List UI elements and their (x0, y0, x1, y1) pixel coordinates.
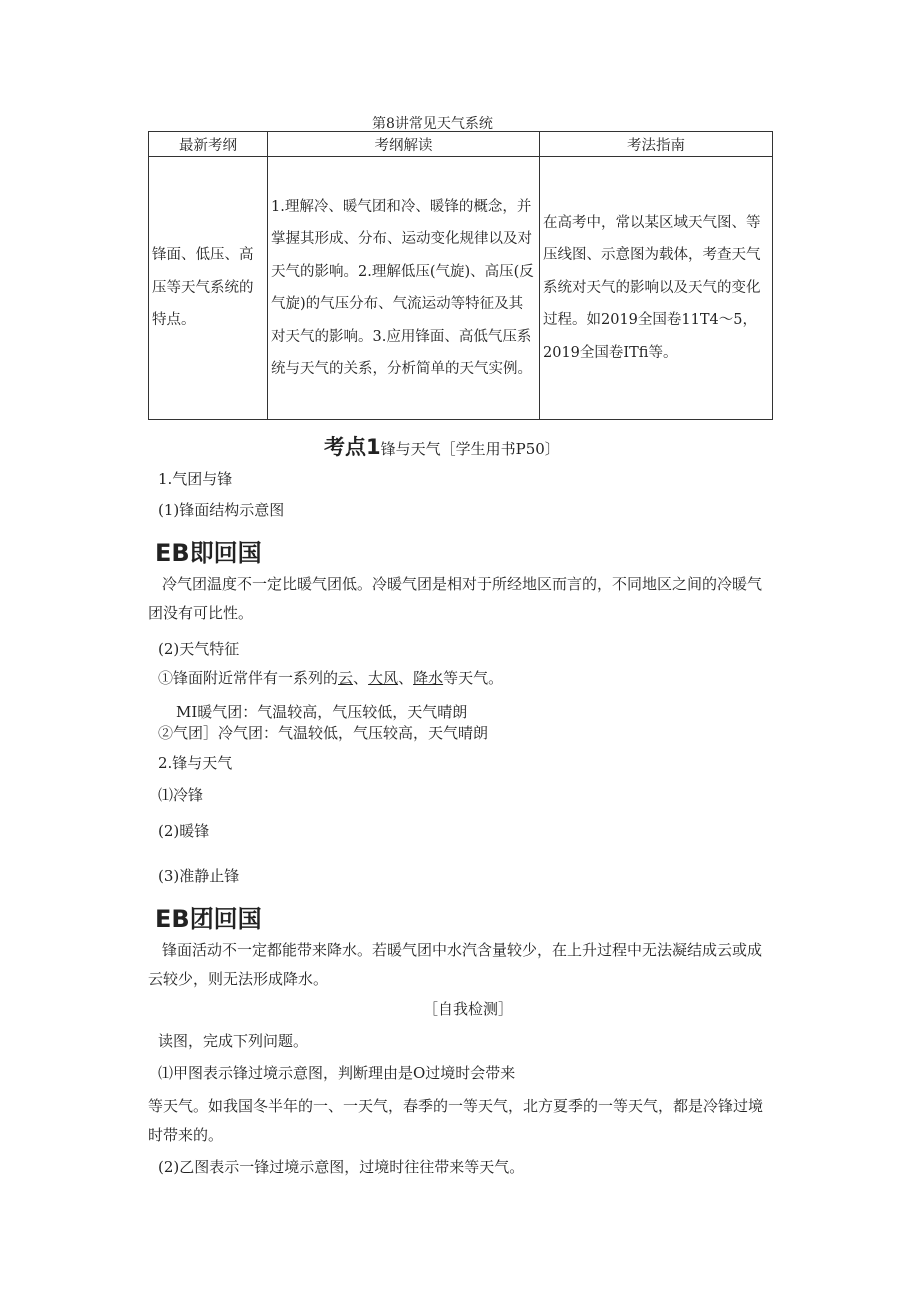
section-heading-big: 考点1 (324, 435, 381, 459)
cold-airmass-line: ②气团］冷气团：气温较低，气压较高，天气晴朗 (158, 724, 489, 742)
cell-requirement: 锋面、低压、高压等天气系统的特点。 (149, 157, 268, 420)
weather-wind: 大风 (368, 669, 399, 687)
item-2: 2.锋与天气 (158, 754, 233, 772)
table-row (149, 157, 773, 420)
cell-guide: 在高考中，常以某区域天气图、等压线图、示意图为载体，考查天气系统对天气的影响以及天气的变化过程。如2019全国卷11T4～5，2019全国卷ITfi等。 (540, 157, 773, 420)
question-1-line-2: 等天气。如我国冬半年的一、一天气，春季的一等天气，北方夏季的一等天气，都是冷锋过境时带来的。 (148, 1097, 764, 1144)
warm-airmass-line: MI暖气团：气温较高，气压较低，天气晴朗 (176, 703, 468, 721)
question-2: (2)乙图表示一锋过境示意图，过境时往往带来等天气。 (158, 1158, 525, 1176)
section-heading (324, 431, 560, 461)
note-1: 冷气团温度不一定比暖气团低。冷暖气团是相对于所经地区而言的，不同地区之间的冷暖气团没有可比性。 (148, 575, 763, 622)
item-2-2: (2)暖锋 (158, 822, 210, 840)
weather-rain: 降水 (413, 669, 444, 687)
item-2-1: ⑴冷锋 (158, 786, 204, 804)
self-check-heading: ［自我检测］ (423, 1000, 514, 1018)
item-2-3: (3)准静止锋 (158, 867, 240, 885)
weather-sep-2: 、 (398, 669, 414, 687)
header-requirement: 最新考纲 (149, 132, 268, 157)
table-header-row (149, 132, 773, 157)
question-1-line-1: ⑴甲图表示锋过境示意图，判断理由是O过境时会带来 (158, 1064, 516, 1082)
weather-cloud: 云 (338, 669, 354, 687)
weather-sep-1: 、 (353, 669, 369, 687)
item-1-1: (1)锋面结构示意图 (158, 501, 285, 519)
header-guide: 考法指南 (540, 132, 773, 157)
page-title: 第8讲常见天气系统 (372, 116, 493, 132)
outline-table (148, 131, 773, 420)
cell-interpretation: 1.理解冷、暖气团和冷、暖锋的概念，并掌握其形成、分布、运动变化规律以及对天气的影响。2.理解低压(气旋)、高压(反气旋)的气压分布、气流运动等特征及其对天气的影响。3.应用锋面、高低气压系统与天气的关系，分析简单的天气实例。 (268, 157, 540, 420)
weather-feature-1-pre: ①锋面附近常伴有一系列的 (158, 669, 339, 687)
weather-feature-1 (158, 667, 503, 689)
item-1-2: (2)天气特征 (158, 640, 240, 658)
weather-feature-1-post: 等天气。 (443, 669, 504, 687)
item-1: 1.气团与锋 (158, 470, 233, 488)
question-intro: 读图，完成下列问题。 (158, 1032, 309, 1050)
header-interpretation: 考纲解读 (268, 132, 540, 157)
highlight-heading-2: EB团回国 (155, 905, 262, 933)
section-heading-rest: 锋与天气［学生用书P50〕 (380, 440, 560, 458)
note-2: 锋面活动不一定都能带来降水。若暖气团中水汽含量较少，在上升过程中无法凝结成云或成云较少，则无法形成降水。 (148, 941, 763, 988)
highlight-heading-1: EB即回国 (155, 539, 262, 567)
